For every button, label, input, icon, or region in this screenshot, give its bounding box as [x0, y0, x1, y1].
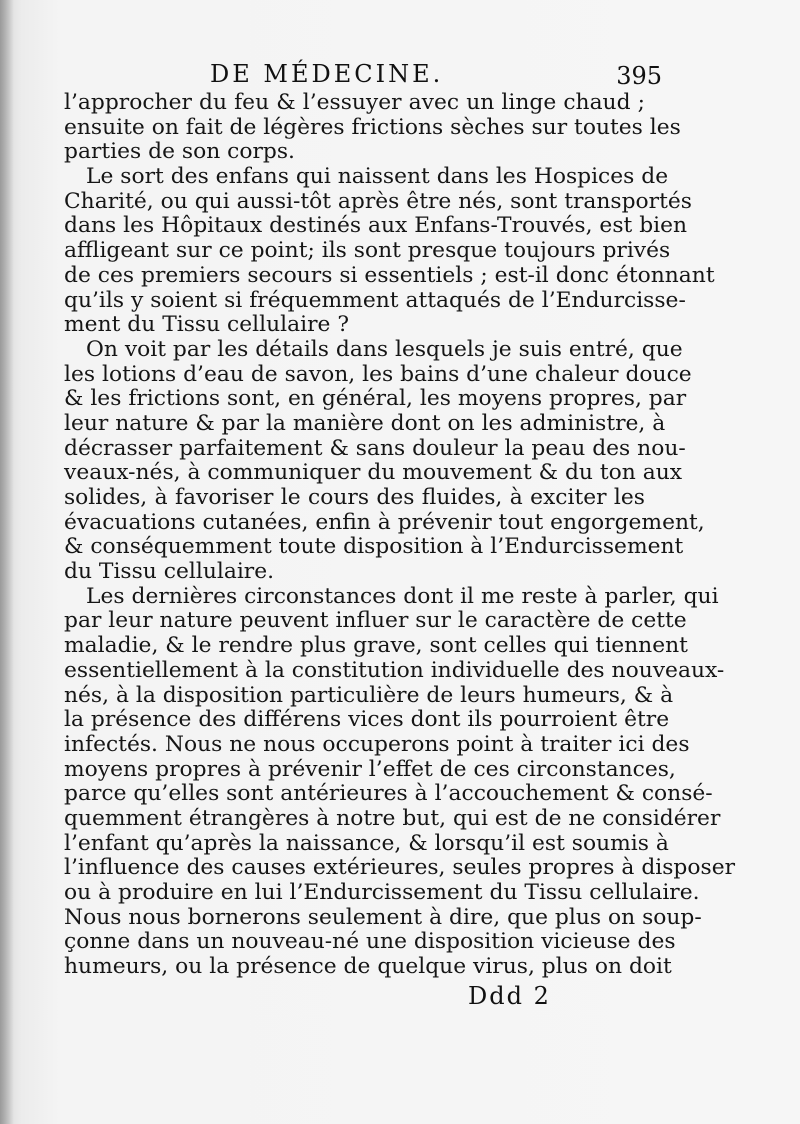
- text-line: & conséquemment toute disposition à l’Endurcissement: [64, 534, 684, 560]
- text-line: nés, à la disposition particulière de leurs humeurs, & à: [64, 682, 674, 708]
- catchword-signature: Ddd 2: [468, 982, 551, 1010]
- text-line: veaux-nés, à communiquer du mouvement & du ton aux: [64, 460, 683, 486]
- text-line: l’influence des causes extérieures, seules propres à disposer: [64, 855, 736, 881]
- text-line: parce qu’elles sont antérieures à l’accouchement & consé-: [64, 781, 713, 807]
- text-line: parties de son corps.: [64, 139, 295, 165]
- text-line: humeurs, ou la présence de quelque virus, plus on doit: [64, 954, 672, 980]
- text-line: par leur nature peuvent influer sur le caractère de cette: [64, 608, 687, 634]
- text-line: Le sort des enfans qui naissent dans les Hospices de: [86, 164, 669, 190]
- text-line: Les dernières circonstances dont il me reste à parler, qui: [86, 583, 719, 609]
- text-line: de ces premiers secours si essentiels ; est-il donc étonnant: [64, 262, 715, 288]
- text-line: l’enfant qu’après la naissance, & lorsqu’il est soumis à: [64, 830, 669, 856]
- text-line: Charité, ou qui aussi-tôt après être nés, sont transportés: [64, 188, 692, 214]
- text-line: On voit par les détails dans lesquels je suis entré, que: [86, 336, 683, 362]
- text-line: ou à produire en lui l’Endurcissement du Tissu cellulaire.: [64, 880, 700, 905]
- text-line: l’approcher du feu & l’essuyer avec un linge chaud ;: [64, 90, 645, 115]
- running-title: DE MÉDECINE.: [210, 60, 444, 88]
- text-line: ensuite on fait de légères frictions sèches sur toutes les: [64, 114, 681, 140]
- text-line: évacuations cutanées, enfin à prévenir tout engorgement,: [64, 509, 705, 535]
- text-line: la présence des différens vices dont ils pourroient être: [64, 707, 670, 733]
- body-text: [60, 90, 736, 980]
- text-line: affligeant sur ce point; ils sont presque toujours privés: [64, 238, 671, 264]
- binding-shadow: [0, 0, 14, 1124]
- text-line: çonne dans un nouveau-né une disposition vicieuse des: [64, 929, 676, 955]
- text-line: les lotions d’eau de savon, les bains d’une chaleur douce: [64, 361, 692, 387]
- text-line: Nous nous bornerons seulement à dire, que plus on soup-: [64, 904, 702, 930]
- text-line: dans les Hôpitaux destinés aux Enfans-Trouvés, est bien: [64, 213, 688, 239]
- text-line: ment du Tissu cellulaire ?: [64, 312, 350, 338]
- text-line: quemment étrangères à notre but, qui est de ne considérer: [64, 805, 721, 831]
- text-line: solides, à favoriser le cours des fluides, à exciter les: [64, 485, 645, 510]
- text-line: infectés. Nous ne nous occuperons point à traiter ici des: [64, 731, 690, 757]
- text-line: essentiellement à la constitution individuelle des nouveaux-: [64, 657, 725, 683]
- text-line: maladie, & le rendre plus grave, sont celles qui tiennent: [64, 633, 688, 659]
- text-line: leur nature & par la manière dont on les administre, à: [64, 410, 666, 436]
- text-line: qu’ils y soient si fréquemment attaqués de l’Endurcisse-: [64, 287, 686, 313]
- text-line: & les frictions sont, en général, les moyens propres, par: [64, 386, 687, 412]
- text-line: du Tissu cellulaire.: [64, 559, 275, 585]
- text-line: décrasser parfaitement & sans douleur la peau des nou-: [64, 435, 686, 461]
- text-line: moyens propres à prévenir l’effet de ces circonstances,: [64, 756, 676, 782]
- page-number: 395: [616, 62, 662, 90]
